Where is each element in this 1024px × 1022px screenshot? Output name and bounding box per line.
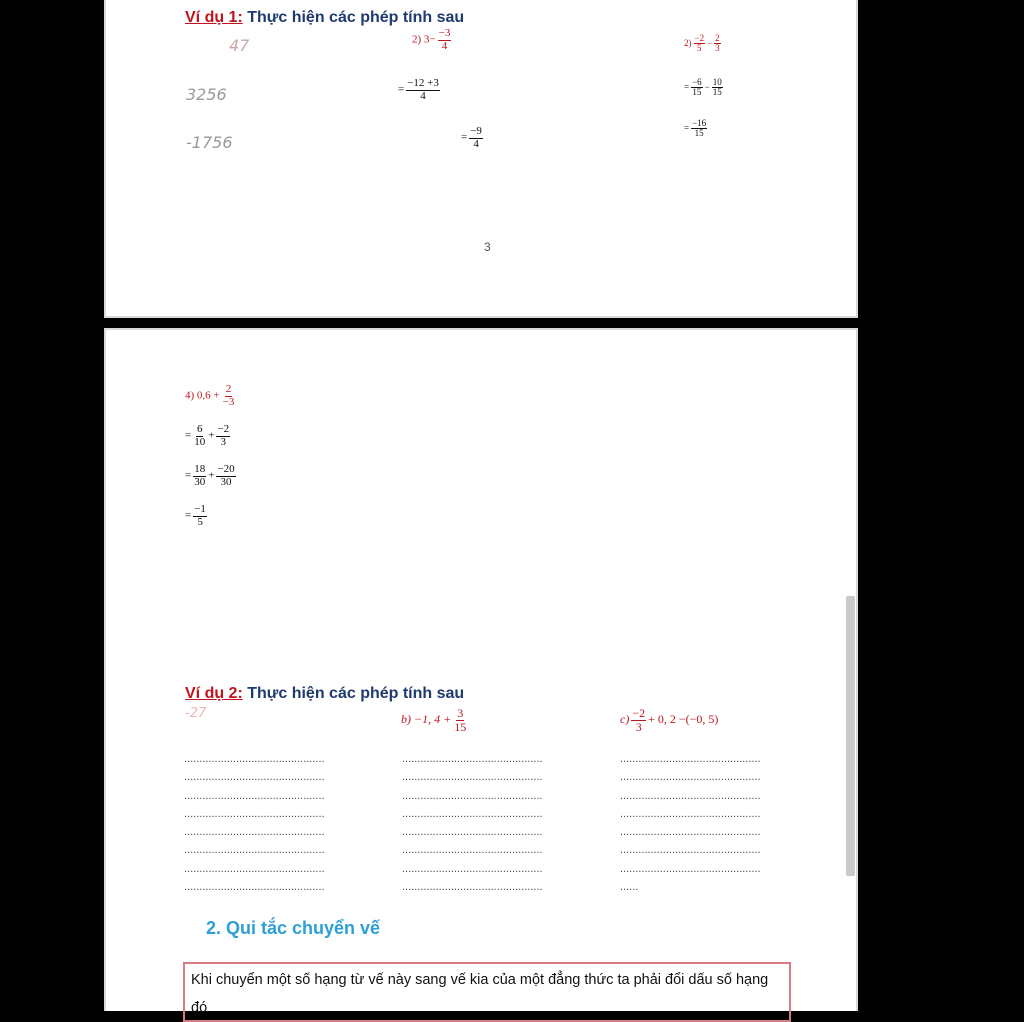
prob3-step1 bbox=[684, 78, 725, 98]
answer-line: .............................................. bbox=[402, 807, 543, 820]
prob4-den: −3 bbox=[222, 395, 235, 408]
example2-label: Ví dụ 2: bbox=[185, 685, 243, 702]
prob4-step3-eq: = bbox=[185, 509, 192, 522]
prob3-step2-den: 15 bbox=[694, 128, 704, 139]
prob3-step2 bbox=[684, 119, 709, 139]
prob4-step2-eq: = bbox=[185, 469, 192, 482]
answer-line: .............................................. bbox=[402, 826, 543, 839]
prob4-prefix: 4) 0,6 + bbox=[185, 389, 220, 402]
prob4-step2-b-num: −20 bbox=[217, 463, 235, 475]
prob3-expression bbox=[684, 34, 723, 54]
example2-hand-answer: -27 bbox=[185, 706, 207, 721]
section2-title: 2. Qui tắc chuyển vế bbox=[206, 918, 381, 938]
answer-line: .............................................. bbox=[620, 844, 761, 857]
prob-b-den: 15 bbox=[454, 719, 467, 734]
prob3-step1-eq: = bbox=[684, 82, 690, 92]
hand-answer-2: 3256 bbox=[186, 85, 227, 104]
example1-heading bbox=[185, 9, 464, 27]
prob3-step2-num: −16 bbox=[692, 118, 707, 128]
rule-box bbox=[183, 962, 791, 1022]
answer-line: .............................................. bbox=[620, 826, 761, 839]
prob3-prefix: 2) bbox=[684, 38, 692, 48]
document-page-3 bbox=[104, 0, 858, 318]
prob2-prefix: 2) 3− bbox=[412, 33, 436, 46]
answer-line: .............................................. bbox=[620, 862, 761, 875]
prob4-step1 bbox=[185, 424, 232, 448]
prob-c-num: −2 bbox=[632, 706, 646, 720]
prob2-step1 bbox=[398, 78, 442, 102]
answer-line: .............................................. bbox=[620, 753, 761, 765]
prob2-num: −3 bbox=[438, 27, 451, 39]
answer-line: .............................................. bbox=[184, 844, 325, 857]
prob-c-den: 3 bbox=[635, 719, 642, 734]
answer-line: .............................................. bbox=[402, 881, 543, 894]
answer-line: .............................................. bbox=[184, 881, 325, 894]
prob3-b-den: 3 bbox=[715, 43, 720, 54]
answer-line: .............................................. bbox=[620, 807, 761, 820]
hand-answer-3: -1756 bbox=[186, 133, 233, 152]
answer-line: .............................................. bbox=[184, 753, 325, 765]
prob2-expression bbox=[412, 28, 453, 52]
prob3-step1-op: − bbox=[704, 82, 710, 92]
answer-lines-col3 bbox=[620, 750, 795, 896]
example1-title: Thực hiện các phép tính sau bbox=[247, 9, 465, 26]
answer-line: .............................................. bbox=[184, 826, 325, 839]
prob2-step1-den: 4 bbox=[420, 89, 426, 102]
answer-line: .............................................. bbox=[184, 771, 325, 784]
answer-line: .............................................. bbox=[402, 753, 543, 765]
page-number: 3 bbox=[484, 240, 491, 254]
prob3-op: − bbox=[707, 38, 713, 48]
prob3-step1-a-den: 15 bbox=[692, 87, 702, 98]
prob-c-suffix: + 0, 2 −(−0, 5) bbox=[648, 711, 719, 726]
prob3-a-den: 5 bbox=[697, 43, 702, 54]
prob4-step2-a-den: 30 bbox=[194, 475, 206, 488]
prob2-step2-num: −9 bbox=[470, 125, 482, 137]
example1-label: Ví dụ 1: bbox=[185, 9, 243, 26]
answer-line: .............................................. bbox=[402, 844, 543, 857]
prob3-step1-b-num: 10 bbox=[712, 77, 722, 87]
prob-b-num: 3 bbox=[457, 706, 464, 720]
prob3-step1-a-num: −6 bbox=[692, 77, 702, 87]
prob4-step2-a-num: 18 bbox=[194, 463, 206, 475]
prob-b-prefix: b) −1, 4 + bbox=[401, 711, 452, 726]
prob4-step1-b-num: −2 bbox=[217, 423, 230, 435]
prob4-expression bbox=[185, 384, 237, 408]
prob2-step1-eq: = bbox=[398, 83, 405, 96]
prob-b-expression bbox=[401, 707, 469, 733]
prob4-step1-eq: = bbox=[185, 429, 192, 442]
example2-heading bbox=[185, 685, 464, 703]
answer-lines-col1 bbox=[184, 750, 359, 896]
rule-text: Khi chuyển một số hạng từ vế này sang vế kia của một đẳng thức ta phải đổi dấu số hạng đó bbox=[191, 972, 769, 1016]
answer-line: ...... bbox=[620, 881, 639, 894]
prob4-step2-b-den: 30 bbox=[220, 475, 232, 488]
prob3-b-num: 2 bbox=[715, 33, 720, 43]
prob4-step3-num: −1 bbox=[194, 503, 206, 515]
hand-answer-1: 47 bbox=[229, 36, 250, 55]
prob4-step1-a-num: 6 bbox=[196, 423, 203, 435]
example2-title: Thực hiện các phép tính sau bbox=[247, 685, 465, 702]
prob2-step1-num: −12 +3 bbox=[407, 77, 439, 89]
prob2-step2-den: 4 bbox=[473, 137, 479, 150]
prob3-step1-b-den: 15 bbox=[712, 87, 722, 98]
prob4-num: 2 bbox=[225, 383, 232, 395]
prob2-step2-eq: = bbox=[461, 131, 468, 144]
answer-line: .............................................. bbox=[402, 862, 543, 875]
prob3-a-num: −2 bbox=[694, 33, 705, 43]
answer-line: .............................................. bbox=[620, 789, 761, 802]
prob2-step2 bbox=[461, 126, 485, 150]
document-page-4 bbox=[104, 328, 858, 1011]
prob2-den: 4 bbox=[441, 39, 448, 52]
answer-line: .............................................. bbox=[184, 789, 325, 802]
prob4-step3-den: 5 bbox=[197, 515, 203, 528]
answer-line: .............................................. bbox=[184, 862, 325, 875]
prob4-step1-op: + bbox=[208, 429, 215, 442]
answer-line: .............................................. bbox=[620, 771, 761, 784]
prob4-step2-op: + bbox=[208, 469, 215, 482]
answer-line: .............................................. bbox=[402, 771, 543, 784]
vertical-scrollbar[interactable] bbox=[846, 596, 855, 876]
prob4-step1-b-den: 3 bbox=[220, 435, 227, 448]
prob3-step2-eq: = bbox=[684, 123, 690, 133]
answer-line: .............................................. bbox=[184, 807, 325, 820]
answer-line: .............................................. bbox=[402, 789, 543, 802]
prob-c-prefix: c) bbox=[620, 711, 630, 726]
prob4-step3 bbox=[185, 504, 209, 528]
answer-lines-col2 bbox=[402, 750, 577, 896]
prob4-step2 bbox=[185, 464, 238, 488]
prob4-step1-a-den: 10 bbox=[194, 435, 206, 448]
prob-c-expression bbox=[620, 707, 718, 733]
